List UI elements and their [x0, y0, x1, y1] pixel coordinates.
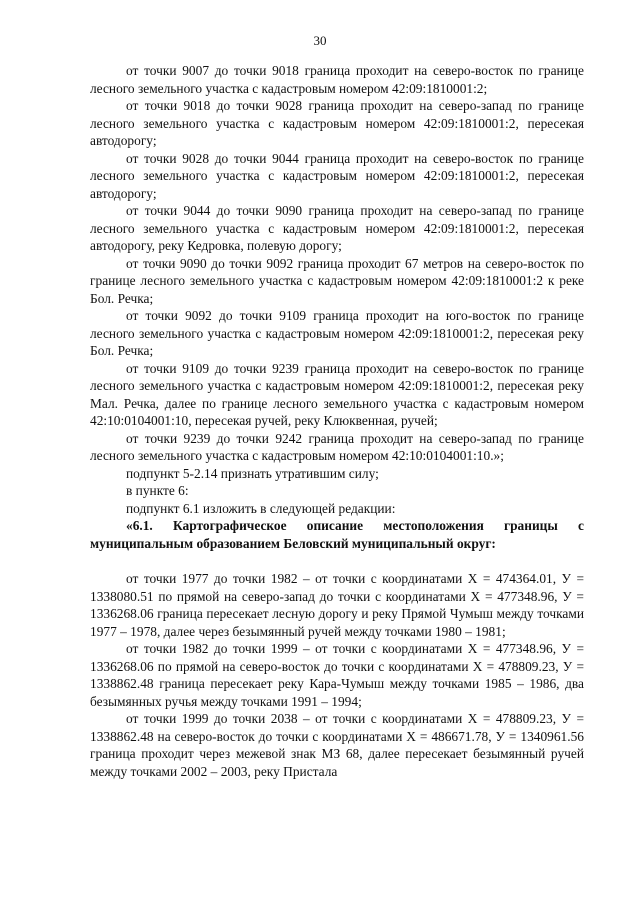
- paragraph: от точки 9239 до точки 9242 граница проходит на северо-запад по границе лесного земельного участка с кадастровым номером 42:10:0104001:10.»;: [90, 430, 584, 463]
- document-body: [90, 62, 584, 780]
- paragraph: от точки 9028 до точки 9044 граница проходит на северо-восток по границе лесного земельного участка с кадастровым номером 42:09:1810001:2, пересекая автодорогу;: [90, 150, 584, 201]
- paragraph: от точки 9109 до точки 9239 граница проходит на северо-восток по границе лесного земельного участка с кадастровым номером 42:09:1810001:2, пересекая реку Мал. Речка, далее по границе лесного земельного участка с кадастровым номером 42:10:0104001:10, пересекая ручей, реку Клюквенная, ручей;: [90, 360, 584, 428]
- page-number: 30: [313, 33, 327, 48]
- paragraph: подпункт 5-2.14 признать утратившим силу;: [126, 465, 379, 481]
- paragraph: подпункт 6.1 изложить в следующей редакции:: [126, 500, 396, 516]
- paragraph: от точки 9090 до точки 9092 граница проходит 67 метров на северо-восток по границе лесного земельного участка с кадастровым номером 42:09:1810001:2 к реке Бол. Речка;: [90, 255, 584, 306]
- section-heading: «6.1. Картографическое описание местоположения границы с муниципальным образованием Беловский муниципальный округ:: [90, 518, 584, 551]
- paragraph: от точки 9007 до точки 9018 граница проходит на северо-восток по границе лесного земельного участка с кадастровым номером 42:09:1810001:2;: [90, 63, 584, 96]
- paragraph: от точки 9092 до точки 9109 граница проходит на юго-восток по границе лесного земельного участка с кадастровым номером 42:09:1810001:2, пересекая реку Бол. Речка;: [90, 308, 584, 358]
- paragraph: в пункте 6:: [126, 483, 189, 498]
- paragraph: от точки 9018 до точки 9028 граница проходит на северо-запад по границе лесного земельного участка с кадастровым номером 42:09:1810001:2, пересекая автодорогу;: [90, 98, 584, 148]
- paragraph: от точки 1982 до точки 1999 – от точки с координатами Х = 477348.96, У = 1336268.06 по прямой на северо-восток до точки с координатами Х = 478809.23, У = 1338862.48 граница пересекает реку Кара-Чумыш между точками 1985 – 1986, два безымянных ручья между точками 1991 – 1994;: [90, 641, 584, 709]
- paragraph: от точки 1999 до точки 2038 – от точки с координатами Х = 478809.23, У = 1338862.48 на северо-восток до точки с координатами Х = 486671.78, У = 1340961.56 граница проходит через межевой знак МЗ 68, далее пересекает безымянный ручей между точками 2002 – 2003, реку Пристала: [90, 711, 584, 779]
- paragraph: от точки 1977 до точки 1982 – от точки с координатами Х = 474364.01, У = 1338080.51 по прямой на северо-запад до точки с координатами Х = 477348.96, У = 1336268.06 граница пересекает лесную дорогу и реку Прямой Чумыш между точками 1977 – 1978, далее через безымянный ручей между точками 1980 – 1981;: [90, 571, 584, 639]
- paragraph: от точки 9044 до точки 9090 граница проходит на северо-запад по границе лесного земельного участка с кадастровым номером 42:09:1810001:2, пересекая автодорогу, реку Кедровка, полевую дорогу;: [90, 203, 584, 253]
